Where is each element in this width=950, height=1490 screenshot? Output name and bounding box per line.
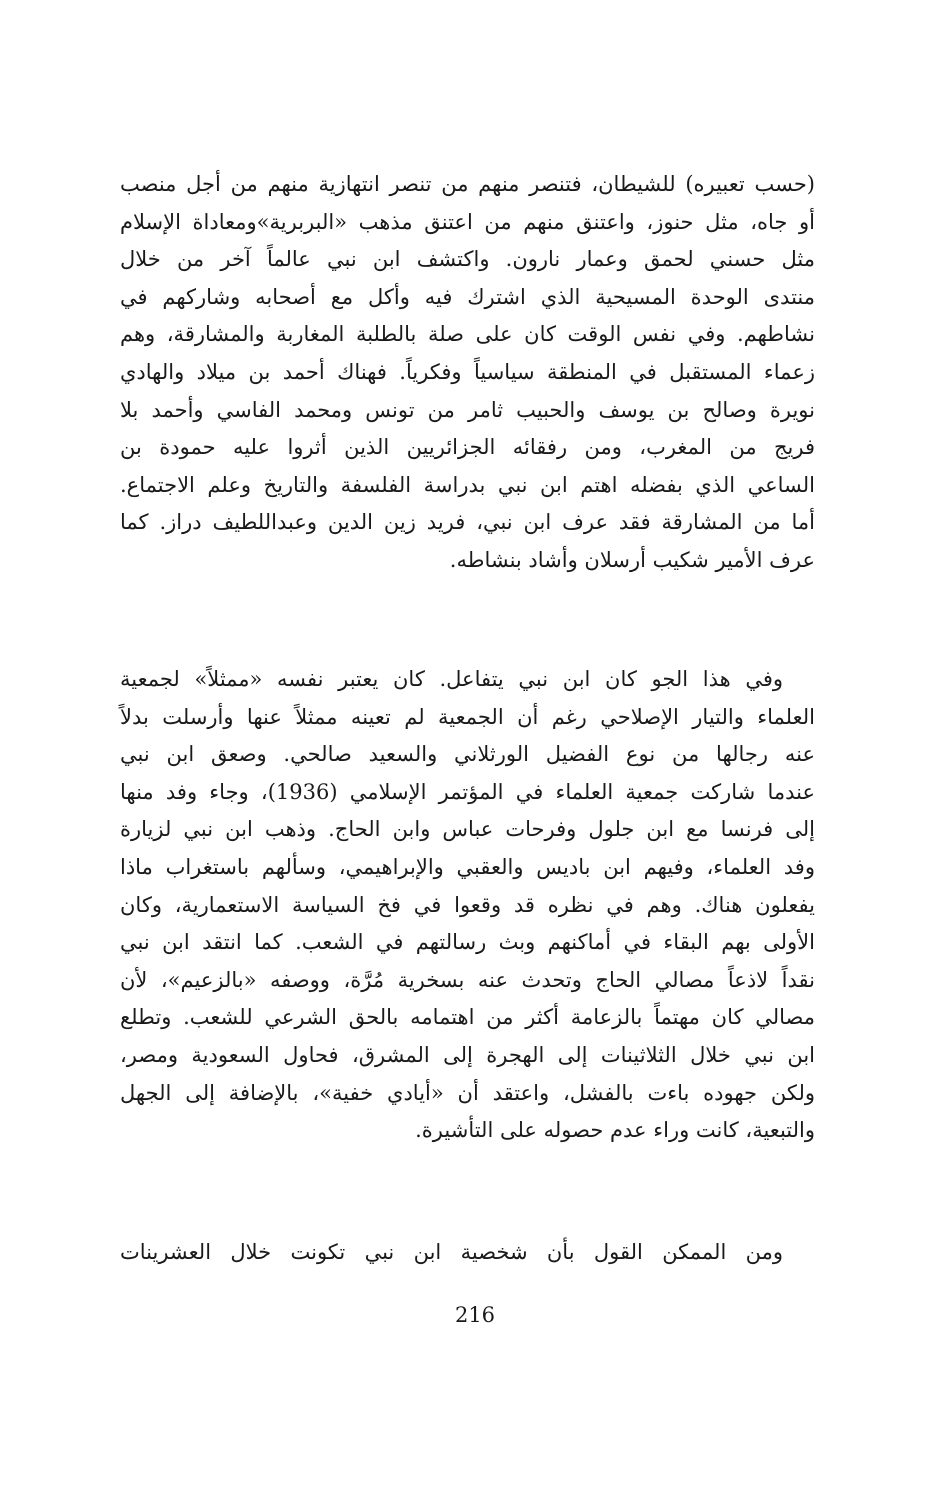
text-line: ومن الممكن القول بأن شخصية ابن نبي تكونت خلال العشرينات	[120, 1240, 783, 1264]
text-line: والتبعية، كانت وراء عدم حصوله على التأشيرة.	[415, 1118, 815, 1143]
text-line: أما من المشارقة فقد عرف ابن نبي، فريد زين الدين وعبداللطيف دراز. كما	[120, 510, 815, 535]
text-line: زعماء المستقبل في المنطقة سياسياً وفكرياً. فهناك أحمد بن ميلاد والهادي	[120, 359, 815, 384]
text-line: يفعلون هناك. وهم في نظره قد وقعوا في فخ السياسة الاستعمارية، وكان	[120, 892, 815, 917]
paragraph-3	[120, 1234, 815, 1272]
page-number: 216	[454, 1303, 496, 1327]
paragraph-1	[120, 166, 815, 580]
text-line: نشاطهم. وفي نفس الوقت كان على صلة بالطلبة المغاربة والمشارقة، وهم	[120, 322, 815, 347]
text-line: (حسب تعبيره) للشيطان، فتنصر منهم من تنصر انتهازية منهم من أجل منصب	[120, 172, 815, 196]
text-line: العلماء والتيار الإصلاحي رغم أن الجمعية لم تعينه ممثلاً عنها وأرسلت بدلاً	[120, 704, 815, 729]
text-line: فريج من المغرب، ومن رفقائه الجزائريين الذين أثروا عليه حمودة بن	[120, 435, 815, 460]
text-line: عرف الأمير شكيب أرسلان وأشاد بنشاطه.	[449, 547, 815, 572]
text-line: نويرة وصالح بن يوسف والحبيب ثامر من تونس ومحمد الفاسي وأحمد بلا	[120, 397, 815, 422]
text-line: نقداً لاذعاً مصالي الحاج وتحدث عنه بسخرية مُرَّة، ووصفه «بالزعيم»، لأن	[120, 967, 815, 992]
text-line: الساعي الذي بفضله اهتم ابن نبي بدراسة الفلسفة والتاريخ وعلم الاجتماع.	[120, 472, 815, 497]
text-line: أو جاه، مثل حنوز، واعتنق منهم من اعتنق مذهب «البربرية»ومعاداة الإسلام	[120, 209, 815, 234]
text-line: مصالي كان مهتماً بالزعامة أكثر من اهتمامه بالحق الشرعي للشعب. وتطلع	[120, 1005, 815, 1030]
text-line: الأولى بهم البقاء في أماكنهم وبث رسالتهم في الشعب. كما انتقد ابن نبي	[120, 930, 815, 955]
text-line: مثل حسني لحمق وعمار نارون. واكتشف ابن نبي عالماً آخر من خلال	[120, 247, 815, 272]
text-line: عنه رجالها من نوع الفضيل الورثلاني والسعيد صالحي. وصعق ابن نبي	[120, 742, 815, 767]
text-line: وفد العلماء، وفيهم ابن باديس والعقبي والإبراهيمي، وسألهم باستغراب ماذا	[120, 854, 815, 879]
text-line: وفي هذا الجو كان ابن نبي يتفاعل. كان يعتبر نفسه «ممثلاً» لجمعية	[120, 667, 783, 691]
text-line: ابن نبي خلال الثلاثينات إلى الهجرة إلى المشرق، فحاول السعودية ومصر،	[120, 1042, 815, 1067]
paragraph-2	[120, 661, 815, 1150]
text-line: إلى فرنسا مع ابن جلول وفرحات عباس وابن الحاج. وذهب ابن نبي لزيارة	[120, 817, 815, 842]
text-line: ولكن جهوده باءت بالفشل، واعتقد أن «أيادي خفية»، بالإضافة إلى الجهل	[120, 1080, 815, 1105]
text-line: منتدى الوحدة المسيحية الذي اشترك فيه وأكل مع أصحابه وشاركهم في	[120, 284, 815, 309]
text-line: عندما شاركت جمعية العلماء في المؤتمر الإسلامي (1936)، وجاء وفد منها	[120, 779, 815, 804]
